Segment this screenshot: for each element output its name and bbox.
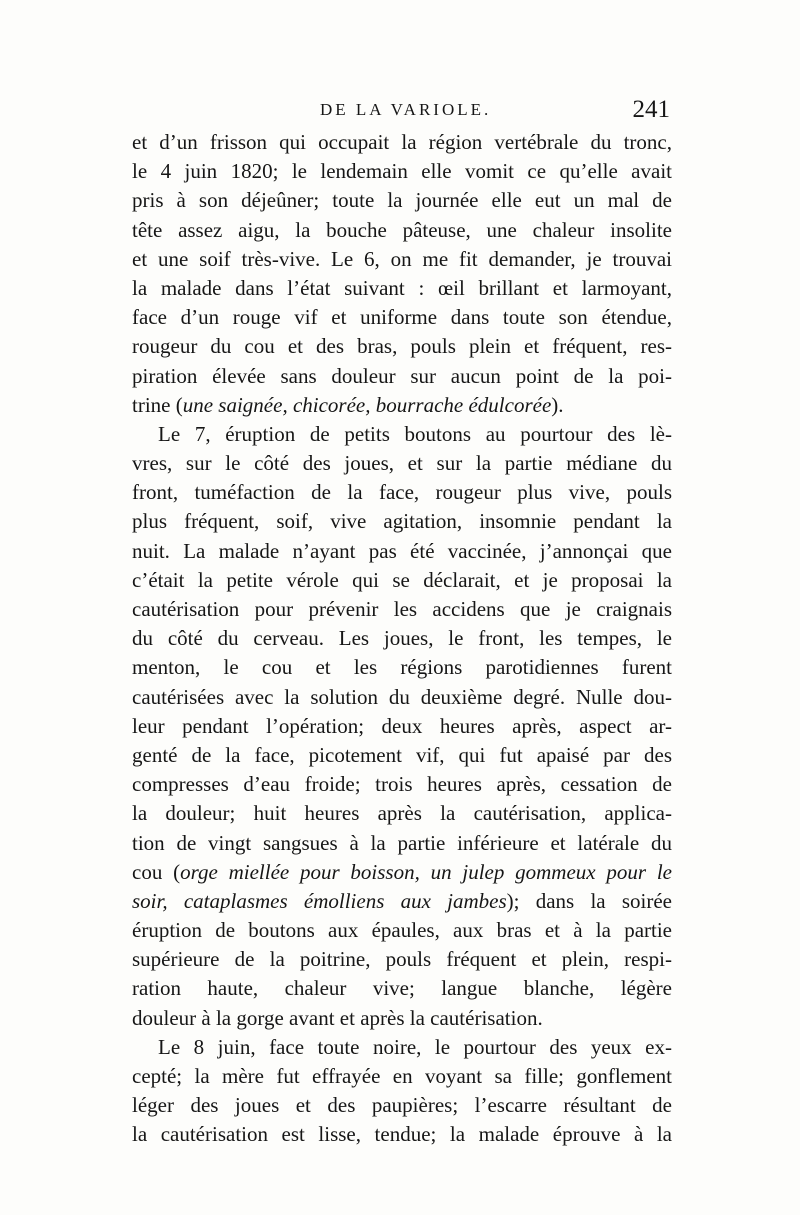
text-line — [132, 945, 672, 974]
text-line — [132, 916, 672, 945]
text-line-roman: la malade dans l’état suivant : œil brillant et larmoyant, — [132, 275, 672, 300]
text-line — [132, 1033, 672, 1062]
text-line-roman: Le 8 juin, face toute noire, le pourtour des yeux ex- — [158, 1034, 672, 1059]
text-line — [132, 1004, 672, 1033]
text-line — [132, 653, 672, 682]
text-line — [132, 537, 672, 566]
text-line — [132, 566, 672, 595]
text-line-roman-after: ). — [551, 392, 564, 417]
text-line — [132, 829, 672, 858]
text-line — [132, 449, 672, 478]
text-line — [132, 245, 672, 274]
text-line-roman: leur pendant l’opération; deux heures après, aspect ar- — [132, 713, 672, 738]
text-line-roman: rougeur du cou et des bras, pouls plein et fréquent, res- — [132, 334, 672, 359]
text-line-roman: c’était la petite vérole qui se déclarait, et je proposai la — [132, 567, 672, 592]
text-line-roman: tête assez aigu, la bouche pâteuse, une chaleur insolite — [132, 217, 672, 242]
text-line — [132, 478, 672, 507]
text-line — [132, 858, 672, 887]
text-line-roman: trine ( — [132, 392, 183, 417]
text-line-roman: menton, le cou et les régions parotidiennes furent — [132, 655, 672, 680]
text-line — [132, 420, 672, 449]
text-line — [132, 391, 672, 420]
text-line — [132, 186, 672, 215]
running-head — [130, 96, 670, 130]
text-line-roman: Le 7, éruption de petits boutons au pourtour des lè- — [158, 421, 672, 446]
text-line — [132, 332, 672, 361]
text-line-roman: la douleur; huit heures après la cautérisation, applica- — [132, 801, 672, 826]
text-line-roman: du côté du cerveau. Les joues, le front, les tempes, le — [132, 626, 672, 651]
text-line — [132, 507, 672, 536]
text-line — [132, 1091, 672, 1120]
text-line-italic: orge miellée pour boisson, un julep gommeux pour le — [180, 859, 672, 884]
text-line-roman: douleur à la gorge avant et après la cautérisation. — [132, 1005, 543, 1030]
text-line — [132, 128, 672, 157]
text-line-roman: nuit. La malade n’ayant pas été vaccinée, j’annonçai que — [132, 538, 672, 563]
text-line-roman: léger des joues et des paupières; l’escarre résultant de — [132, 1093, 672, 1118]
text-line-roman: la cautérisation est lisse, tendue; la malade éprouve à la — [132, 1122, 672, 1147]
text-line-italic: soir, cataplasmes émolliens aux jambes — [132, 888, 507, 913]
text-line-roman: tion de vingt sangsues à la partie inférieure et latérale du — [132, 830, 672, 855]
text-line-roman: supérieure de la poitrine, pouls fréquent et plein, respi- — [132, 947, 672, 972]
text-line — [132, 683, 672, 712]
text-line — [132, 741, 672, 770]
text-line — [132, 157, 672, 186]
text-line — [132, 974, 672, 1003]
text-line-roman: cou ( — [132, 859, 181, 884]
text-line-roman: vres, sur le côté des joues, et sur la partie médiane du — [132, 451, 672, 476]
text-line — [132, 887, 672, 916]
text-line — [132, 216, 672, 245]
text-line-roman: cautérisation pour prévenir les accidens que je craignais — [132, 597, 672, 621]
text-line — [132, 274, 672, 303]
text-line-roman: genté de la face, picotement vif, qui fut apaisé par des — [132, 742, 672, 767]
text-line — [132, 770, 672, 799]
text-line-roman: ration haute, chaleur vive; langue blanche, légère — [132, 976, 672, 1001]
text-line — [132, 624, 672, 653]
text-line — [132, 595, 672, 624]
text-line-roman: cepté; la mère fut effrayée en voyant sa fille; gonflement — [132, 1064, 672, 1088]
text-line-roman: et d’un frisson qui occupait la région vertébrale du tronc, — [132, 130, 672, 154]
text-line-italic: une saignée, chicorée, bourrache édulcorée — [182, 392, 552, 417]
text-line-roman: front, tuméfaction de la face, rougeur plus vive, pouls — [132, 480, 672, 505]
text-line-roman: pris à son déjeûner; toute la journée elle eut un mal de — [132, 188, 672, 213]
page-number: 241 — [632, 96, 670, 123]
body-text — [132, 128, 672, 1150]
text-line — [132, 712, 672, 741]
text-line-roman: face d’un rouge vif et uniforme dans toute son étendue, — [132, 305, 672, 330]
text-line — [132, 362, 672, 391]
text-line-roman: cautérisées avec la solution du deuxième degré. Nulle dou- — [132, 684, 672, 709]
text-line-roman: le 4 juin 1820; le lendemain elle vomit ce qu’elle avait — [132, 159, 672, 184]
text-line — [132, 1120, 672, 1149]
running-head-title: DE LA VARIOLE. — [320, 100, 492, 119]
text-line-roman: éruption de boutons aux épaules, aux bras et à la partie — [132, 918, 672, 943]
text-line — [132, 799, 672, 828]
text-line-roman: et une soif très-vive. Le 6, on me fit demander, je trouvai — [132, 246, 672, 271]
text-line-roman: compresses d’eau froide; trois heures après, cessation de — [132, 772, 672, 797]
text-line — [132, 303, 672, 332]
text-line-roman: plus fréquent, soif, vive agitation, insomnie pendant la — [132, 509, 672, 534]
text-line-roman-after: ); dans la soirée — [506, 888, 672, 913]
text-line-roman: piration élevée sans douleur sur aucun point de la poi- — [132, 363, 672, 388]
text-line — [132, 1062, 672, 1091]
